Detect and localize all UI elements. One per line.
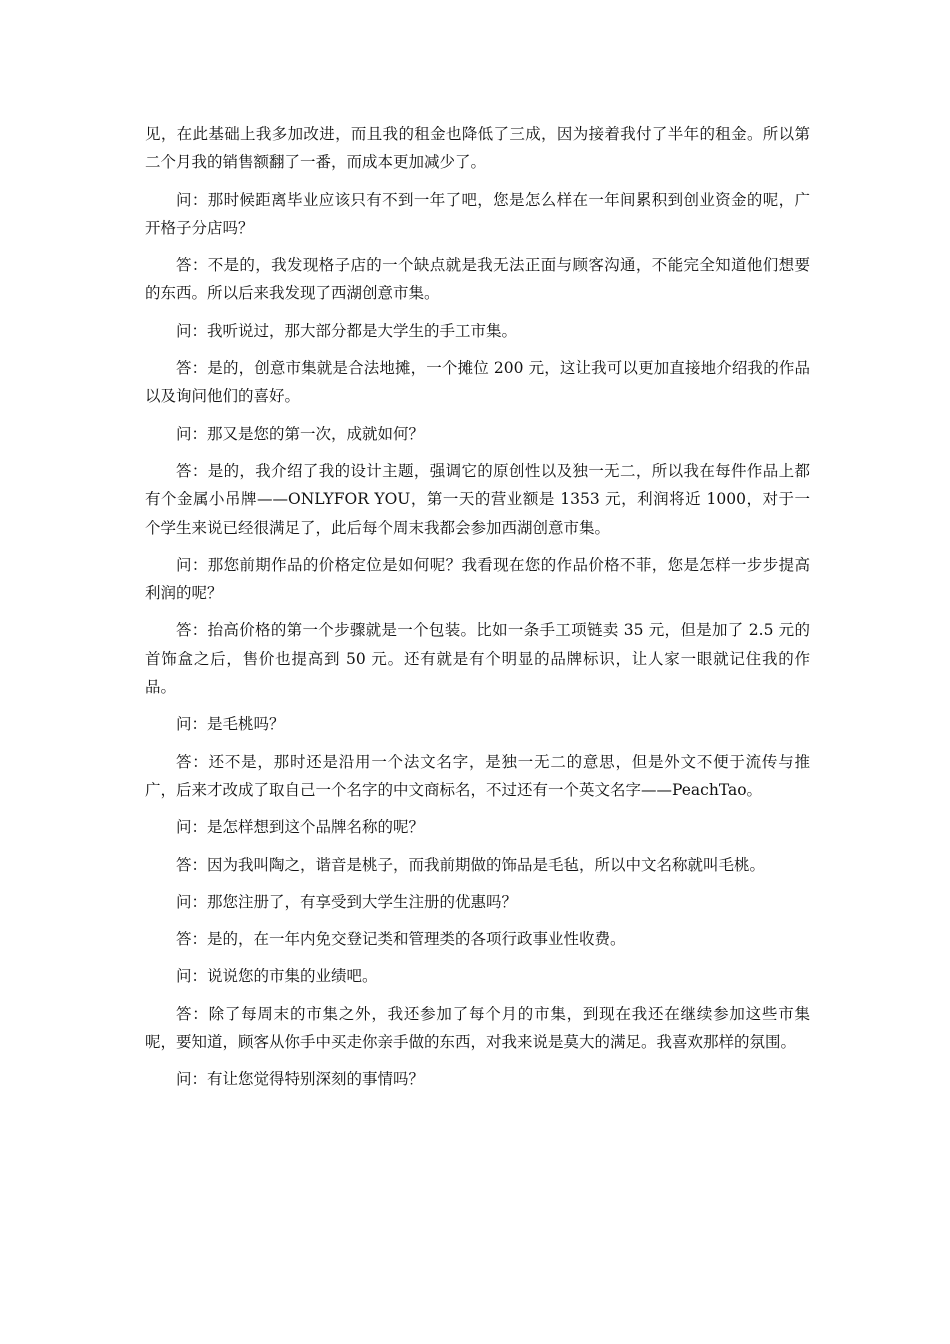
speaker-label: 答： [176, 621, 208, 640]
question-paragraph [145, 962, 810, 990]
speaker-label: 答： [176, 461, 208, 480]
document-page [145, 120, 810, 1103]
paragraph-text: 是毛桃吗？ [207, 715, 285, 734]
paragraph-text: 还不是，那时还是沿用一个法文名字，是独一无二的意思，但是外文不便于流传与推广，后来才改成了取自己一个名字的中文商标名，不过还有一个英文名字——PeachTao。 [145, 752, 810, 799]
answer-paragraph [145, 457, 810, 542]
paragraph-text: 因为我叫陶之，谐音是桃子，而我前期做的饰品是毛毡，所以中文名称就叫毛桃。 [207, 855, 766, 874]
speaker-label: 问： [176, 818, 208, 837]
question-paragraph [145, 186, 810, 243]
paragraph-text: 我听说过，那大部分都是大学生的手工市集。 [207, 321, 518, 340]
answer-paragraph [145, 851, 810, 879]
paragraph-text: 是的，创意市集就是合法地摊，一个摊位 200 元，这让我可以更加直接地介绍我的作品以及询问他们的喜好。 [145, 359, 810, 406]
speaker-label: 答： [176, 930, 208, 949]
speaker-label: 答： [176, 359, 208, 378]
paragraph-text: 那您前期作品的价格定位是如何呢？我看现在您的作品价格不菲，您是怎样一步步提高利润的呢？ [145, 555, 810, 603]
paragraph-text: 是的，我介绍了我的设计主题，强调它的原创性以及独一无二，所以我在每件作品上都有个金属小吊牌——ONLYFOR YOU，第一天的营业额是 1353 元，利润将近 1000，对于一个学生来说已经很满足了，此后每个周末我都会参加西湖创意市集。 [145, 461, 810, 537]
answer-paragraph [145, 925, 810, 953]
question-paragraph [145, 551, 810, 608]
paragraph-text: 见，在此基础上我多加改进，而且我的租金也降低了三成，因为接着我付了半年的租金。所以第二个月我的销售额翻了一番，而成本更加减少了。 [145, 125, 810, 172]
speaker-label: 问： [176, 715, 208, 734]
speaker-label: 问： [176, 1070, 208, 1089]
speaker-label: 问： [176, 424, 208, 443]
paragraph-text: 是怎样想到这个品牌名称的呢？ [207, 818, 425, 837]
paragraph-text: 那时候距离毕业应该只有不到一年了吧，您是怎么样在一年间累积到创业资金的呢，广开格子分店吗？ [145, 190, 810, 237]
paragraph-text: 抬高价格的第一个步骤就是一个包装。比如一条手工项链卖 35 元，但是加了 2.5 元的首饰盒之后，售价也提高到 50 元。还有就是有个明显的品牌标识，让人家一眼就记住我的作品。 [145, 621, 810, 697]
paragraph-continuation [145, 120, 810, 177]
answer-paragraph [145, 251, 810, 308]
speaker-label: 答： [176, 256, 208, 275]
question-paragraph [145, 420, 810, 448]
question-paragraph [145, 1065, 810, 1093]
paragraph-text: 那又是您的第一次，成就如何？ [207, 424, 425, 443]
question-paragraph [145, 710, 810, 738]
question-paragraph [145, 813, 810, 841]
speaker-label: 答： [176, 752, 209, 771]
question-paragraph [145, 888, 810, 916]
speaker-label: 问： [176, 967, 208, 986]
paragraph-text: 说说您的市集的业绩吧。 [207, 967, 378, 986]
answer-paragraph [145, 748, 810, 805]
speaker-label: 答： [176, 855, 208, 874]
speaker-label: 问： [176, 555, 208, 574]
paragraph-text: 是的，在一年内免交登记类和管理类的各项行政事业性收费。 [207, 930, 626, 949]
question-paragraph [145, 317, 810, 345]
answer-paragraph [145, 616, 810, 701]
speaker-label: 问： [176, 321, 208, 340]
answer-paragraph [145, 1000, 810, 1057]
speaker-label: 问： [176, 892, 208, 911]
paragraph-text: 有让您觉得特别深刻的事情吗？ [207, 1070, 425, 1089]
speaker-label: 答： [176, 1004, 209, 1023]
paragraph-text: 除了每周末的市集之外，我还参加了每个月的市集，到现在我还在继续参加这些市集呢，要知道，顾客从你手中买走你亲手做的东西，对我来说是莫大的满足。我喜欢那样的氛围。 [145, 1004, 810, 1052]
paragraph-text: 不是的，我发现格子店的一个缺点就是我无法正面与顾客沟通，不能完全知道他们想要的东西。所以后来我发现了西湖创意市集。 [145, 256, 810, 303]
speaker-label: 问： [176, 190, 208, 209]
paragraph-text: 那您注册了，有享受到大学生注册的优惠吗？ [207, 892, 518, 911]
answer-paragraph [145, 354, 810, 411]
